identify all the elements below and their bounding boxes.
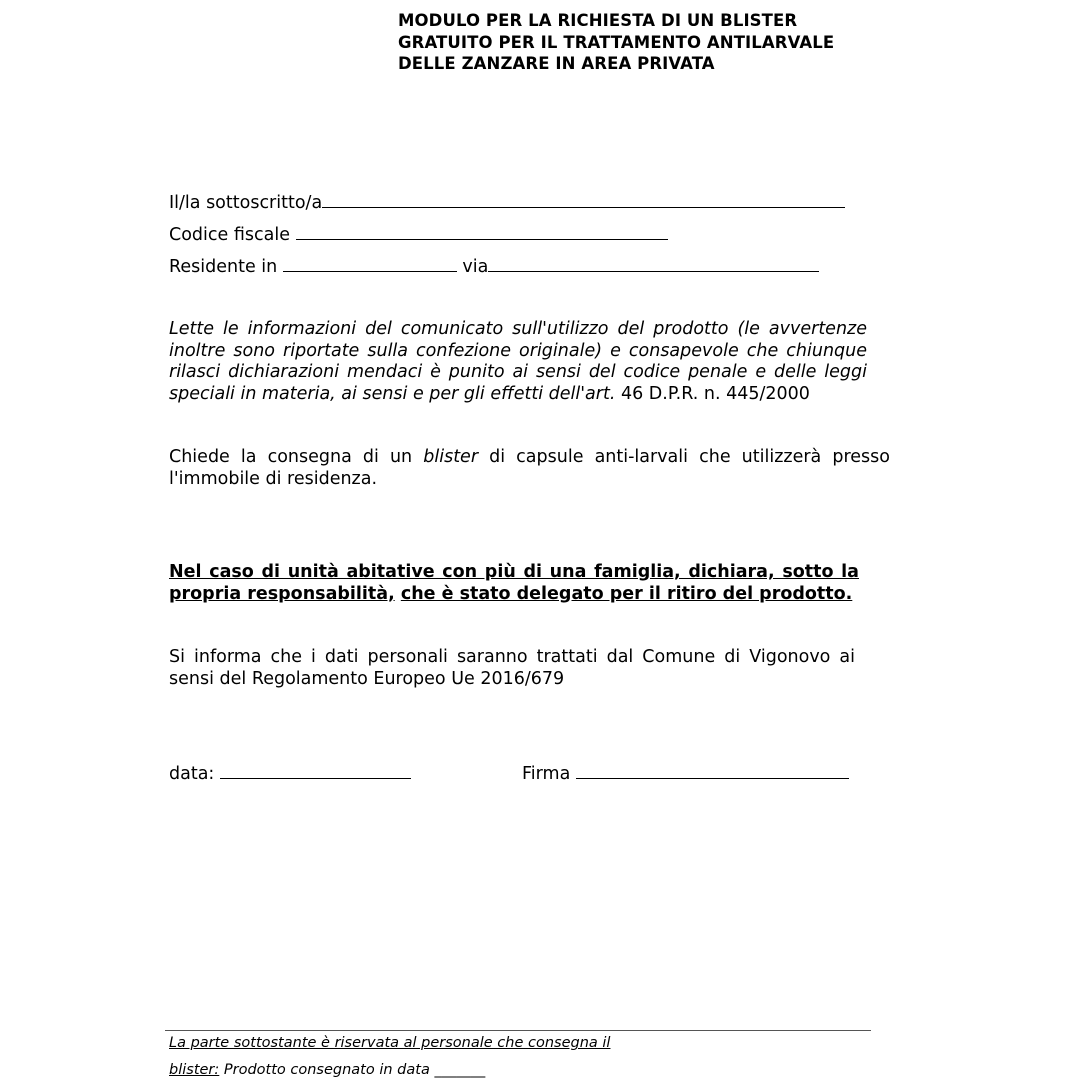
declaration-italic-text: speciali in materia, ai sensi e per gli effetti dell'art.	[169, 383, 616, 404]
multi-family-text: propria responsabilità,	[169, 583, 395, 604]
declaration-line: rilasci dichiarazioni mendaci è punito ai sensi del codice penale e delle leggi	[169, 362, 867, 382]
footer-divider	[165, 1030, 871, 1031]
declaration-reference: 46 D.P.R. n. 445/2000	[615, 383, 810, 404]
privacy-line: Si informa che i dati personali saranno trattati dal Comune di Vigonovo ai	[169, 647, 855, 667]
footer-delivery-text: Prodotto consegnato in data	[219, 1062, 435, 1078]
date-label: data:	[169, 764, 215, 784]
request-text: di capsule anti-larvali che utilizzerà presso	[478, 447, 890, 467]
firma-field[interactable]	[576, 762, 849, 779]
sottoscritto-label: Il/la sottoscritto/a	[169, 193, 323, 213]
request-text: Chiede la consegna di un	[169, 447, 424, 467]
residente-row	[169, 255, 819, 278]
footer-blister-word: blister:	[169, 1062, 220, 1078]
codice-fiscale-field[interactable]	[296, 223, 668, 240]
privacy-line: sensi del Regolamento Europeo Ue 2016/679	[169, 668, 565, 689]
request-blister-word: blister	[423, 447, 479, 467]
footer-delivery-row	[169, 1062, 485, 1078]
sottoscritto-row	[169, 191, 845, 214]
footer-note: La parte sottostante è riservata al personale che consegna il	[169, 1035, 611, 1051]
multi-family-line: Nel caso di unità abitative con più di una famiglia, dichiara, sotto la	[169, 562, 859, 582]
form-title-line: MODULO PER LA RICHIESTA DI UN BLISTER	[398, 11, 798, 30]
request-line	[169, 447, 890, 469]
request-paragraph	[169, 447, 890, 490]
form-title-line: DELLE ZANZARE IN AREA PRIVATA	[398, 54, 715, 73]
multi-family-text: che è stato delegato per il ritiro del prodotto.	[400, 583, 853, 604]
codice-fiscale-row	[169, 223, 668, 246]
declaration-line: inoltre sono riportate sulla confezione originale) e consapevole che chiunque	[169, 340, 867, 361]
sottoscritto-field[interactable]	[322, 191, 845, 208]
form-title-line: GRATUITO PER IL TRATTAMENTO ANTILARVALE	[398, 32, 835, 52]
declaration-line	[169, 384, 867, 406]
date-row	[169, 762, 411, 785]
via-label: via	[462, 257, 489, 277]
firma-row	[522, 762, 849, 785]
multi-family-line	[169, 584, 859, 606]
residente-label: Residente in	[169, 257, 278, 277]
declaration-line: Lette le informazioni del comunicato sull'utilizzo del prodotto (le avvertenze	[169, 319, 867, 339]
footer-date-field[interactable]: _______	[434, 1062, 486, 1078]
declaration-paragraph	[169, 319, 867, 405]
date-field[interactable]	[220, 762, 411, 779]
residente-field[interactable]	[283, 255, 457, 272]
codice-fiscale-label: Codice fiscale	[169, 225, 290, 245]
request-line: l'immobile di residenza.	[169, 468, 378, 489]
privacy-paragraph	[169, 647, 855, 690]
via-field[interactable]	[488, 255, 819, 272]
multi-family-paragraph	[169, 562, 859, 605]
form-title	[398, 10, 834, 75]
firma-label: Firma	[522, 764, 571, 784]
